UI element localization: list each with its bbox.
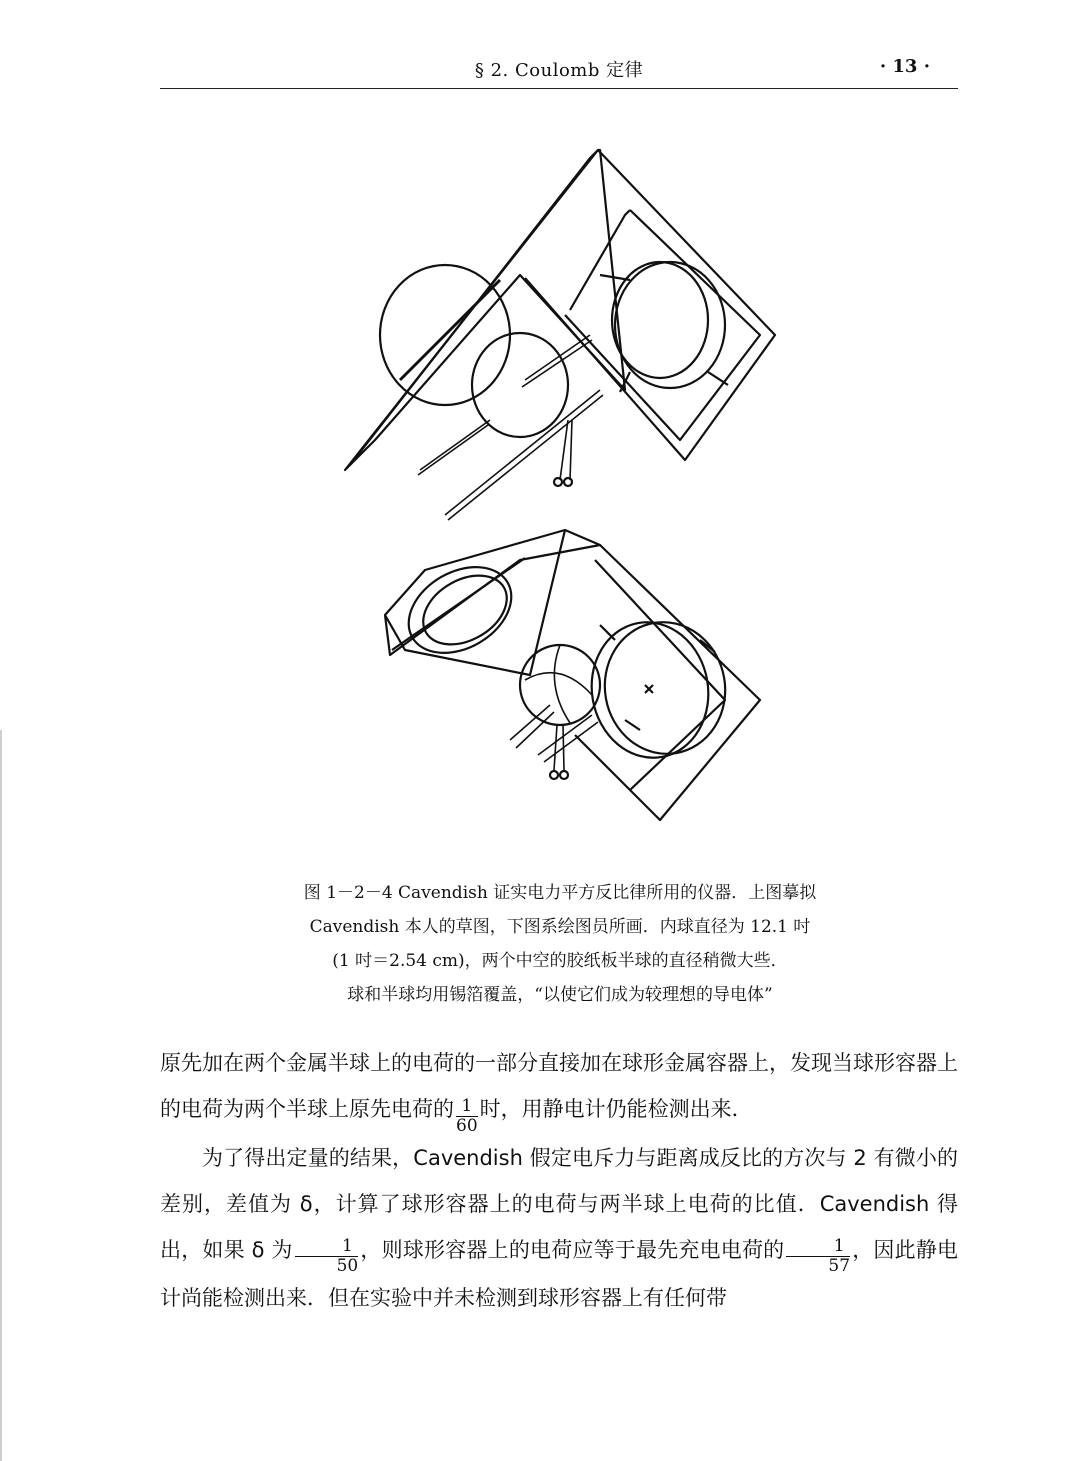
running-header [160, 52, 958, 84]
upper-sketch [345, 150, 775, 520]
fraction-1-57 [786, 1238, 850, 1275]
paragraph-2-text-c: ，因此静电计尚能检测出来．但在实验中并未检测到球形容器上有任何带 [160, 1237, 959, 1311]
cavendish-apparatus-figure [330, 140, 790, 840]
header-rule [160, 88, 958, 89]
fraction-1-60 [456, 1095, 478, 1136]
fraction-denominator: 60 [456, 1115, 478, 1136]
paragraph-1 [160, 1040, 958, 1135]
fraction-numerator: 1 [295, 1238, 359, 1257]
page-number: · 13 · [879, 56, 930, 77]
body-text [160, 1040, 958, 1321]
fraction-numerator: 1 [456, 1098, 478, 1117]
caption-line: 球和半球均用锡箔覆盖，“以使它们成为较理想的导电体” [347, 985, 773, 1005]
fraction-denominator: 50 [336, 1256, 359, 1277]
paragraph-2-text-b: ，则球形容器上的电荷应等于最先充电电荷的 [360, 1237, 785, 1262]
paragraph-2 [160, 1135, 958, 1322]
paragraph-1-text-a: 原先加在两个金属半球上的电荷的一部分直接加在球形金属容器上，发现当球形容器上的电荷为两个半球上原先电荷的 [160, 1051, 958, 1121]
lower-drawing [385, 530, 760, 820]
caption-line: (1 吋＝2.54 cm)，两个中空的胶纸板半球的直径稍微大些． [332, 951, 788, 971]
scan-edge [0, 730, 2, 1461]
figure-caption [200, 876, 920, 1012]
paragraph-2-text-a: 为了得出定量的结果，Cavendish 假定电斥力与距离成反比的方次与 2 有微小的差别，差值为 δ，计算了球形容器上的电荷与两半球上电荷的比值．Cavendish 得出，如果 δ 为 [160, 1145, 958, 1262]
fraction-numerator: 1 [786, 1238, 850, 1257]
paragraph-1-text-b: 时，用静电计仍能检测出来． [479, 1097, 753, 1121]
fraction-1-50 [295, 1238, 359, 1275]
caption-line: 图 1－2－4 Cavendish 证实电力平方反比律所用的仪器．上图摹拟 [303, 883, 817, 903]
section-title: § 2. Coulomb 定律 [474, 60, 644, 81]
fraction-denominator: 57 [828, 1256, 851, 1277]
caption-line: Cavendish 本人的草图，下图系绘图员所画．内球直径为 12.1 吋 [309, 917, 811, 937]
